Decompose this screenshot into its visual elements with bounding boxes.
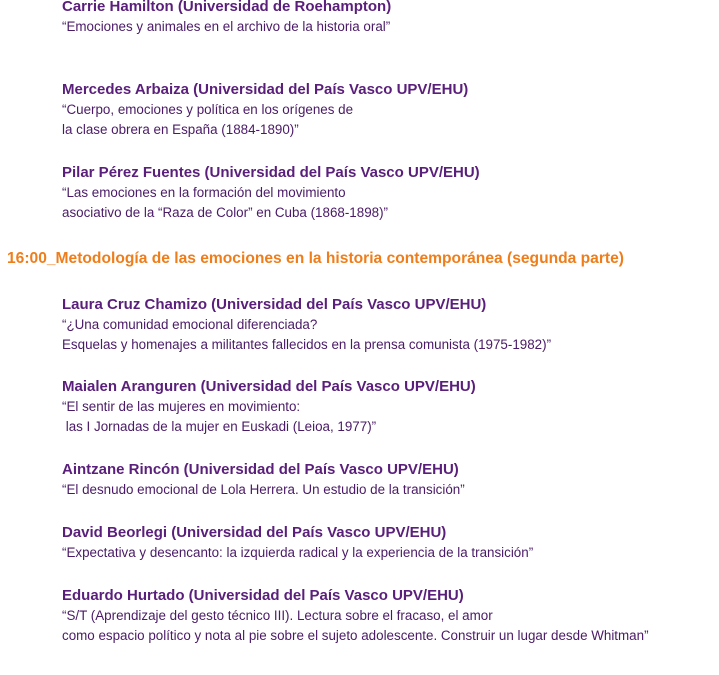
talk-title: “El desnudo emocional de Lola Herrera. Un estudio de la transición”: [62, 482, 465, 497]
talk-title: “Cuerpo, emociones y política en los orígenes de la clase obrera en España (1884-1890)”: [62, 102, 354, 137]
program-entry: [62, 80, 712, 140]
talk-title: “El sentir de las mujeres en movimiento: las I Jornadas de la mujer en Euskadi (Leioa, 1977)”: [62, 399, 377, 434]
speaker-name: Aintzane Rincón (Universidad del País Vasco UPV/EHU): [62, 461, 459, 478]
speaker-name: Eduardo Hurtado (Universidad del País Vasco UPV/EHU): [62, 587, 464, 604]
talk-title: “Expectativa y desencanto: la izquierda radical y la experiencia de la transición”: [62, 545, 534, 560]
program-entry: [62, 0, 712, 37]
session-title: 16:00_Metodología de las emociones en la historia contemporánea (segunda parte): [7, 250, 624, 267]
talk-title: “Emociones y animales en el archivo de la historia oral”: [62, 19, 391, 34]
talk-title: “Las emociones en la formación del movimiento asociativo de la “Raza de Color” en Cuba (1868-1898)”: [62, 185, 389, 220]
program-entry: [62, 377, 712, 437]
program-entry: [62, 460, 712, 500]
speaker-name: Mercedes Arbaiza (Universidad del País Vasco UPV/EHU): [62, 81, 469, 98]
speaker-name: Laura Cruz Chamizo (Universidad del País Vasco UPV/EHU): [62, 296, 487, 313]
speaker-name: Maialen Aranguren (Universidad del País Vasco UPV/EHU): [62, 378, 476, 395]
talk-title: “S/T (Aprendizaje del gesto técnico III). Lectura sobre el fracaso, el amor como espacio político y nota al pie sobre el sujeto adolescente. Construir un lugar desde Whitman”: [62, 608, 649, 643]
program-entry: [62, 295, 712, 355]
program-entry: [62, 586, 712, 646]
speaker-name: Carrie Hamilton (Universidad de Roehampton): [62, 0, 392, 15]
speaker-name: Pilar Pérez Fuentes (Universidad del País Vasco UPV/EHU): [62, 164, 480, 181]
speaker-name: David Beorlegi (Universidad del País Vasco UPV/EHU): [62, 524, 447, 541]
program-entry: [62, 523, 712, 563]
talk-title: “¿Una comunidad emocional diferenciada? Esquelas y homenajes a militantes fallecidos en la prensa comunista (1975-1982)”: [62, 317, 552, 352]
program-entry: [62, 163, 712, 223]
